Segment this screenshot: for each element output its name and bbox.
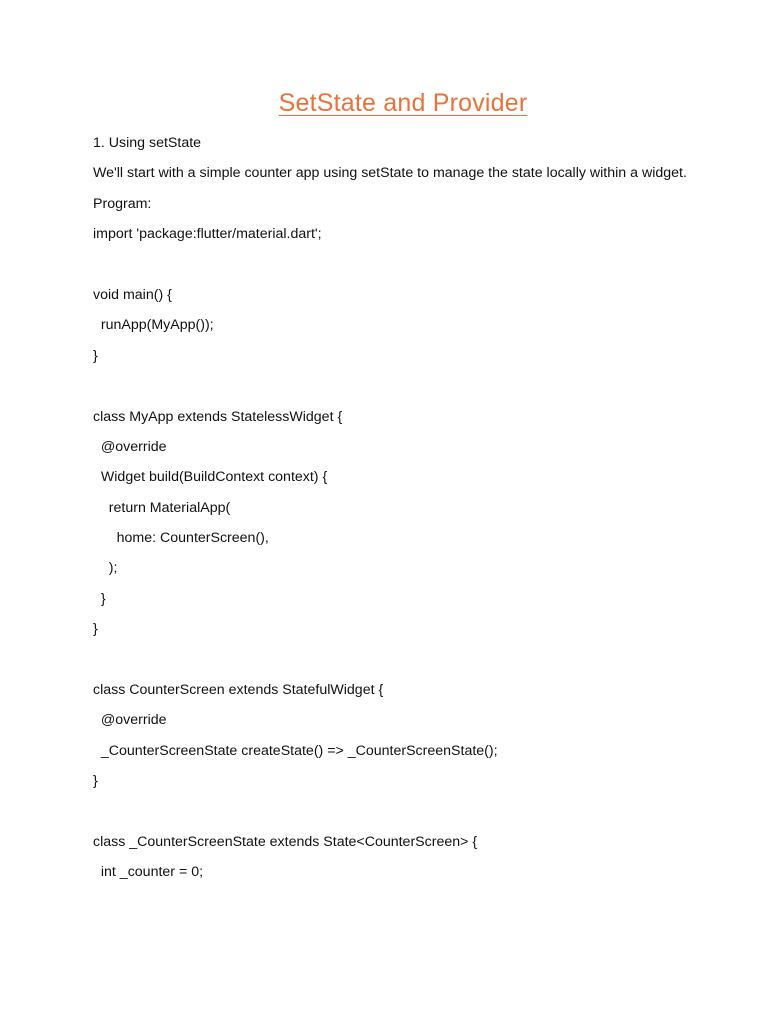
code-block bbox=[93, 224, 693, 882]
document-title: SetState and Provider bbox=[278, 89, 528, 117]
code-line: } bbox=[93, 590, 106, 607]
code-line: home: CounterScreen(), bbox=[93, 530, 269, 547]
code-line: return MaterialApp( bbox=[93, 499, 231, 516]
code-line: import 'package:flutter/material.dart'; bbox=[93, 226, 322, 243]
code-line: } bbox=[93, 773, 98, 790]
code-line: Widget build(BuildContext context) { bbox=[93, 469, 328, 486]
code-line: runApp(MyApp()); bbox=[93, 317, 214, 334]
document-body bbox=[93, 133, 693, 893]
code-line bbox=[93, 376, 693, 396]
code-line: } bbox=[93, 347, 98, 364]
code-line: class MyApp extends StatelessWidget { bbox=[93, 408, 343, 425]
code-line: ); bbox=[93, 560, 118, 577]
program-label: Program: bbox=[93, 195, 152, 212]
code-line: } bbox=[93, 621, 98, 638]
code-line bbox=[93, 650, 693, 670]
section-heading: 1. Using setState bbox=[93, 135, 202, 151]
intro-paragraph: We'll start with a simple counter app using setState to manage the state locally within a widget. bbox=[93, 165, 687, 182]
code-line: @override bbox=[93, 438, 167, 455]
code-line: class CounterScreen extends StatefulWidget { bbox=[93, 682, 384, 699]
code-line: @override bbox=[93, 712, 167, 729]
code-line bbox=[93, 802, 693, 822]
code-line bbox=[93, 255, 693, 275]
code-line: int _counter = 0; bbox=[93, 864, 204, 881]
code-line: _CounterScreenState createState() => _CounterScreenState(); bbox=[93, 742, 498, 759]
code-line: class _CounterScreenState extends State<CounterScreen> { bbox=[93, 833, 478, 850]
code-line: void main() { bbox=[93, 286, 172, 303]
